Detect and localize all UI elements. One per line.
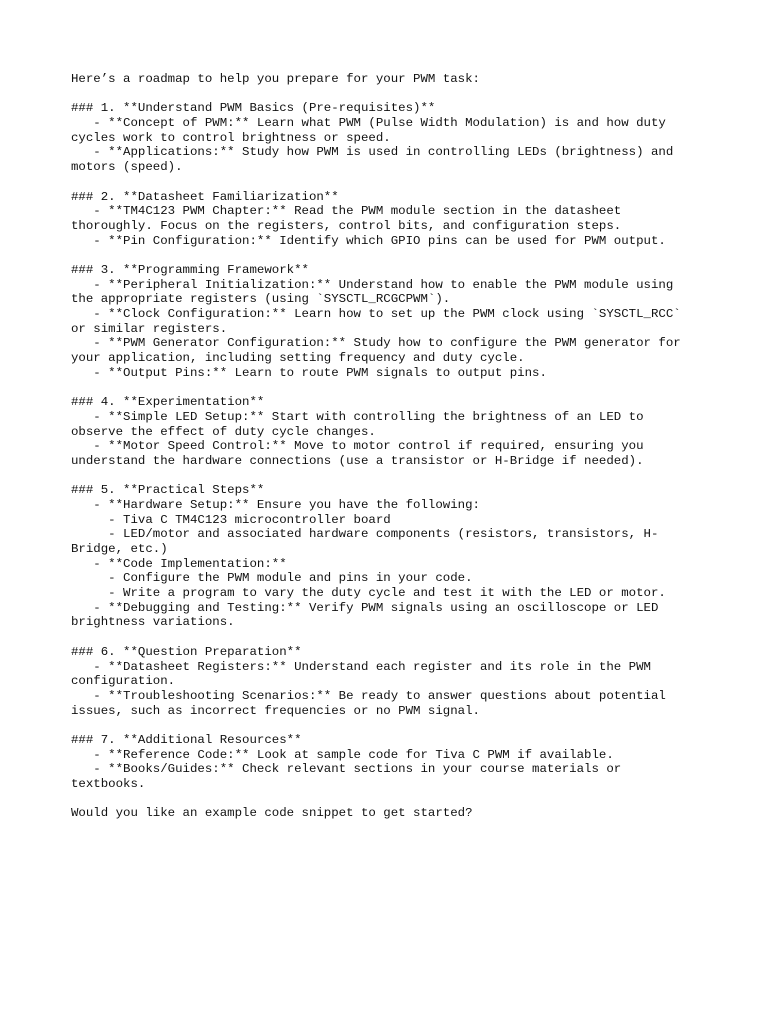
body-line: textbooks. [71,777,146,791]
body-line: - **Concept of PWM:** Learn what PWM (Pulse Width Modulation) is and how duty [71,116,666,131]
body-line: or similar registers. [71,321,228,336]
body-line: motors (speed). [71,160,183,175]
section-heading: ### 6. **Question Preparation** [71,644,302,659]
closing-question: Would you like an example code snippet to get started? [71,806,473,821]
body-line: understand the hardware connections (use a transistor or H-Bridge if needed). [71,453,644,468]
body-line: cycles work to control brightness or speed. [71,130,391,145]
blank-line [71,380,701,395]
intro-text: Here’s a roadmap to help you prepare for your PWM task: [71,72,480,86]
body-line: - **Code Implementation:** [71,556,287,571]
body-line: Bridge, etc.) [71,542,168,556]
body-line: - Tiva C TM4C123 microcontroller board [71,512,391,527]
body-line: - **Debugging and Testing:** Verify PWM signals using an oscilloscope or LED [71,600,659,615]
blank-line [71,87,701,102]
blank-line [71,630,701,645]
body-line: your application, including setting frequency and duty cycle. [71,351,525,366]
blank-line [71,175,701,190]
blank-line [71,469,701,484]
body-line: brightness variations. [71,615,235,630]
body-line: - **Clock Configuration:** Learn how to set up the PWM clock using `SYSCTL_RCC` [71,307,681,321]
body-line: - LED/motor and associated hardware components (resistors, transistors, H- [71,527,659,542]
blank-line [71,248,701,263]
section-heading: ### 4. **Experimentation** [71,395,265,410]
body-line: thoroughly. Focus on the registers, control bits, and configuration steps. [71,218,622,233]
section-heading: ### 5. **Practical Steps** [71,483,265,498]
section-heading: ### 1. **Understand PWM Basics (Pre-requisites)** [71,101,436,116]
body-line: issues, such as incorrect frequencies or no PWM signal. [71,703,480,718]
section-heading: ### 2. **Datasheet Familiarization** [71,189,339,204]
body-line: - **Output Pins:** Learn to route PWM signals to output pins. [71,365,547,380]
body-line: observe the effect of duty cycle changes. [71,424,376,439]
body-line: - **Reference Code:** Look at sample code for Tiva C PWM if available. [71,747,614,762]
document-body [71,72,701,821]
body-line: - **Hardware Setup:** Ensure you have the following: [71,497,480,512]
body-line: - **Troubleshooting Scenarios:** Be ready to answer questions about potential [71,688,666,703]
body-line: the appropriate registers (using `SYSCTL_RCGCPWM`). [71,292,451,307]
blank-line [71,718,701,733]
blank-line [71,792,701,807]
body-line: - **Books/Guides:** Check relevant sections in your course materials or [71,762,622,777]
body-line: - **Datasheet Registers:** Understand each register and its role in the PWM [71,659,651,674]
body-line: - Write a program to vary the duty cycle and test it with the LED or motor. [71,586,666,601]
body-line: - Configure the PWM module and pins in your code. [71,571,473,586]
body-line: - **Peripheral Initialization:** Understand how to enable the PWM module using [71,277,674,292]
body-line: - **Pin Configuration:** Identify which GPIO pins can be used for PWM output. [71,233,666,248]
section-heading: ### 3. **Programming Framework** [71,262,309,277]
body-line: - **Applications:** Study how PWM is used in controlling LEDs (brightness) and [71,145,674,160]
body-line: - **TM4C123 PWM Chapter:** Read the PWM module section in the datasheet [71,204,622,219]
body-line: - **PWM Generator Configuration:** Study how to configure the PWM generator for [71,336,681,351]
section-heading: ### 7. **Additional Resources** [71,732,302,747]
body-line: configuration. [71,674,176,689]
body-line: - **Motor Speed Control:** Move to motor control if required, ensuring you [71,439,644,454]
body-line: - **Simple LED Setup:** Start with controlling the brightness of an LED to [71,409,644,424]
